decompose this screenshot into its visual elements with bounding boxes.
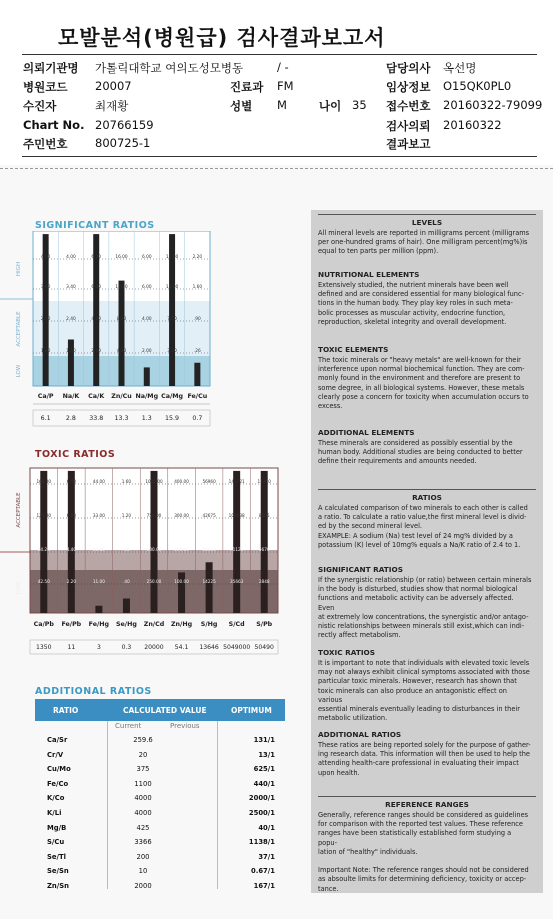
significant-ratios-chart xyxy=(0,231,300,431)
zone-label: HIGH xyxy=(16,261,22,277)
tick-label: 4.00 xyxy=(40,255,51,260)
tick-label: 35663 xyxy=(230,579,244,584)
info-section-heading: NUTRITIONAL ELEMENTS xyxy=(318,270,420,279)
info-section-text: A calculated comparison of two minerals to each other is called a ratio. To calculate a ratio value,the first mineral level is divid- ed by the second mineral level. EXAMPLE: A sodium (Na) test level of 24 mg% divided by a potassium (K) level of 10mg% equals a Na/K ratio of 2.4 to 1. xyxy=(318,504,528,549)
zone-label: ACCEPTABLE xyxy=(16,492,22,528)
field-value: 최재황 xyxy=(95,99,129,113)
tick-label: 400.00 xyxy=(174,479,189,484)
zone-label: LOW xyxy=(16,581,22,595)
value-label: 13646 xyxy=(199,644,219,651)
info-section-heading: ADDITIONAL ELEMENTS xyxy=(318,428,415,437)
age-label: 나이 xyxy=(319,99,342,113)
tick-label: 100.00 xyxy=(174,579,189,584)
ratio-cell: Se/Tl xyxy=(47,852,66,861)
field-value: 옥선명 xyxy=(443,61,477,75)
current-value-cell: 3366 xyxy=(134,838,152,847)
field-value: 20766159 xyxy=(95,118,154,132)
value-label: 0.3 xyxy=(121,644,132,651)
tick-label: 4.00 xyxy=(141,317,152,322)
calculated-header: CALCULATED VALUE xyxy=(123,706,207,715)
category-label: Na/Mg xyxy=(135,393,159,400)
value-label: 0.7 xyxy=(192,415,203,422)
tick-label: 15.00 xyxy=(165,255,179,260)
info-section-heading: LEVELS xyxy=(411,218,443,227)
value-label: 15.9 xyxy=(165,415,180,422)
optimum-cell: 2000/1 xyxy=(248,794,275,803)
current-value-cell: 10 xyxy=(138,867,148,876)
table-header xyxy=(35,699,285,721)
tick-label: 3.60 xyxy=(167,349,177,354)
tick-label: 28453 xyxy=(202,547,216,552)
ratio-cell: Cr/V xyxy=(47,750,64,759)
tick-label: 7.50 xyxy=(167,317,177,322)
value-label: 13.3 xyxy=(114,415,129,422)
tick-label: 8505 xyxy=(258,513,270,518)
tick-label: 6.30 xyxy=(91,285,102,290)
value-label: 5049000 xyxy=(223,644,251,651)
tick-label: 14225 xyxy=(202,579,216,584)
info-section-heading: REFERENCE RANGES xyxy=(385,800,469,809)
tick-label: 4.40 xyxy=(66,547,76,552)
info-section-text: These ratios are being reported solely for the purpose of gather- ing research data. This information will then be used to help the attending health-care professional in evaluating their impact upon health. xyxy=(318,741,531,777)
info-section-text: If the synergistic relationship (or ratio) between certain minerals in the body is disturbed, studies show that normal biological functions and metabolic activity can be adversely affected. Even at extremely low concentrations, the synergistic and/or antago- nistic relationships between minerals still exist,which can indi- rectly affect metabolism. xyxy=(318,576,532,640)
tick-label: 44.00 xyxy=(92,479,105,484)
ward-value: / - xyxy=(277,60,289,74)
tick-label: 12.00 xyxy=(115,285,128,290)
table-row xyxy=(35,863,285,878)
info-section-rule xyxy=(318,214,536,215)
field-label: 의뢰기관명 xyxy=(23,61,79,75)
field-value: 가톨릭대학교 여의도성모병동 xyxy=(95,61,244,75)
optimum-cell: 37/1 xyxy=(258,852,275,861)
dept-value: FM xyxy=(277,79,294,93)
field-label: 담당의사 xyxy=(386,61,431,75)
bar-s-cd xyxy=(233,471,240,613)
header-rule-bottom xyxy=(22,156,537,157)
info-section-heading: SIGNIFICANT RATIOS xyxy=(318,565,403,574)
optimum-cell: 440/1 xyxy=(253,779,275,788)
report-header xyxy=(0,0,553,165)
field-value: O15QK0PL0 xyxy=(443,79,512,93)
tick-label: 3.60 xyxy=(40,285,51,290)
current-value-cell: 4000 xyxy=(134,809,152,817)
tick-label: 6.00 xyxy=(66,513,76,518)
tick-label: 16.00 xyxy=(115,255,128,260)
tick-label: 1.50 xyxy=(66,349,76,354)
category-label: Se/Hg xyxy=(115,621,137,628)
category-label: Fe/Pb xyxy=(61,621,82,628)
category-label: Ca/Mg xyxy=(161,393,184,400)
additional-ratios-table xyxy=(35,699,285,889)
tick-label: 750.00 xyxy=(146,513,162,518)
info-section-heading: TOXIC RATIOS xyxy=(318,648,376,657)
current-value-cell: 2000 xyxy=(134,882,152,890)
info-section-text: These minerals are considered as possibly essential by the human body. Additional studies are being conducted to better define their requirements and amounts needed. xyxy=(318,439,523,466)
tick-label: 6.00 xyxy=(141,255,152,260)
tick-label: 42675 xyxy=(202,513,216,518)
tick-label: 2.00 xyxy=(141,349,152,354)
ratio-cell: Se/Sn xyxy=(47,867,69,876)
header-rule-top xyxy=(22,54,537,55)
ratio-cell: S/Cu xyxy=(47,838,65,847)
info-section-heading: RATIOS xyxy=(412,493,442,502)
info-section-heading: ADDITIONAL RATIOS xyxy=(318,730,402,739)
info-section-rule xyxy=(318,796,536,797)
tick-label: 42.50 xyxy=(37,579,50,584)
category-label: S/Pb xyxy=(256,621,273,628)
zone-label: ACCEPTABLE xyxy=(16,311,22,347)
page-divider xyxy=(0,168,553,169)
info-section-heading: TOXIC ELEMENTS xyxy=(318,345,389,354)
info-section-text: Extensively studied, the nutrient minerals have been well defined and are considered essential for many biological func- tions in the human body. They play key roles in such meta- bolic processes as muscular activity, endocrine function, reproduction, skeletal integrity and overall development. xyxy=(318,281,524,326)
info-section-text: Generally, reference ranges should be considered as guidelines for comparison with the reported test values. These reference ranges have been statistically established form studying a popu- lation of "healthy" individuals. Important Note: The reference ranges should not be considered as absoulte limits for determining deficiency, toxicity or accep- tance. xyxy=(318,811,529,893)
field-label: 임상정보 xyxy=(386,80,431,94)
tick-label: 6.00 xyxy=(66,479,76,484)
current-value-cell: 1100 xyxy=(134,779,152,788)
table-row xyxy=(35,761,285,776)
tick-label: 120.00 xyxy=(36,513,52,518)
optimum-cell: 0.67/1 xyxy=(251,867,275,876)
tick-label: 500.00 xyxy=(146,547,162,552)
bar-na-mg xyxy=(144,367,150,386)
field-value: 20007 xyxy=(95,79,132,93)
tick-label: 106038 xyxy=(228,513,245,518)
tick-label: 1.60 xyxy=(192,285,203,290)
tick-label: 2.00 xyxy=(91,349,102,354)
tick-label: 2.50 xyxy=(40,317,51,322)
tick-label: 22.00 xyxy=(92,547,105,552)
current-value-cell: 425 xyxy=(136,823,150,832)
tick-label: 6.00 xyxy=(141,285,152,290)
current-value-cell: 4000 xyxy=(134,794,152,803)
value-label: 50490 xyxy=(254,644,274,651)
tick-label: 71126 xyxy=(230,547,244,552)
current-value-cell: 259.6 xyxy=(133,736,153,744)
tick-label: 5670 xyxy=(258,547,270,552)
tick-label: 84.25 xyxy=(37,547,50,552)
tick-label: 11.00 xyxy=(92,579,105,584)
ratio-cell: Mg/B xyxy=(47,823,67,832)
tick-label: 3.40 xyxy=(66,285,76,290)
bar-s-hg xyxy=(206,562,213,613)
tick-label: 4.20 xyxy=(91,317,102,322)
tick-label: 2.40 xyxy=(66,317,76,322)
ratio-cell: Ca/Sr xyxy=(47,736,68,744)
value-label: 1.3 xyxy=(141,415,152,422)
category-label: Zn/Cd xyxy=(143,621,165,628)
zone-label: LOW xyxy=(16,364,22,378)
value-label: 11 xyxy=(67,644,76,651)
optimum-cell: 131/1 xyxy=(253,736,275,744)
optimum-header: OPTIMUM xyxy=(231,706,272,715)
sex-value: M xyxy=(277,98,287,112)
tick-label: 2.20 xyxy=(66,579,76,584)
tick-label: 56960 xyxy=(202,479,216,484)
optimum-cell: 167/1 xyxy=(253,882,275,890)
tick-label: 8.00 xyxy=(116,317,127,322)
sex-label: 성별 xyxy=(230,99,253,113)
info-section-text: All mineral levels are reported in milligrams percent (milligrams per one-hundred grams of hair). One milligram percent(mg%)is equal to ten parts per million (ppm). xyxy=(318,229,530,256)
previous-header: Previous xyxy=(170,722,200,730)
value-label: 2.8 xyxy=(65,415,76,422)
tick-label: 33.00 xyxy=(92,513,105,518)
table-row xyxy=(35,790,285,805)
ratio-cell: K/Li xyxy=(47,809,62,817)
tick-label: 1000.00 xyxy=(145,479,163,484)
field-label: 결과보고 xyxy=(386,137,431,151)
additional-ratios-title: ADDITIONAL RATIOS xyxy=(35,686,152,697)
tick-label: .40 xyxy=(123,579,130,584)
dept-label: 진료과 xyxy=(230,80,264,94)
current-value-cell: 200 xyxy=(136,852,150,861)
current-value-cell: 375 xyxy=(136,765,150,774)
info-section-rule xyxy=(318,489,536,490)
value-label: 1350 xyxy=(36,644,52,651)
tick-label: 4.00 xyxy=(66,255,76,260)
category-label: Zn/Hg xyxy=(170,621,193,628)
tick-label: 250.00 xyxy=(146,579,162,584)
value-label: 6.1 xyxy=(40,415,51,422)
optimum-cell: 2500/1 xyxy=(248,809,275,817)
table-row xyxy=(35,747,285,762)
category-label: Ca/P xyxy=(37,393,54,400)
category-label: Ca/Pb xyxy=(33,621,54,628)
toxic-ratios-chart xyxy=(0,460,300,670)
field-label: Chart No. xyxy=(23,118,85,132)
tick-label: .90 xyxy=(193,317,201,322)
field-label: 검사의뢰 xyxy=(386,119,431,133)
tick-label: 2.20 xyxy=(192,255,203,260)
category-label: Ca/K xyxy=(88,393,105,400)
info-section-text: It is important to note that individuals with elevated toxic levels may not always exhibit clinical symptoms associated with those particular toxic minerals. However, research has shown that toxic minerals can also produce an antagonistic effect on various essential minerals eventually leading to disturbances in their metabolic utilization. xyxy=(318,659,530,723)
field-value: 20160322 xyxy=(443,118,502,132)
bar-fe-hg xyxy=(95,606,102,613)
tick-label: 6.20 xyxy=(91,255,102,260)
category-label: Na/K xyxy=(62,393,80,400)
table-row xyxy=(35,849,285,864)
tick-label: 11340 xyxy=(257,479,271,484)
optimum-cell: 13/1 xyxy=(258,750,275,759)
category-label: Fe/Hg xyxy=(88,621,110,628)
tick-label: .26 xyxy=(193,349,201,354)
category-label: Zn/Cu xyxy=(111,393,132,400)
bar-s-pb xyxy=(258,471,270,613)
field-value: 20160322-79099 xyxy=(443,98,543,112)
bar-zn-cd xyxy=(151,471,158,613)
table-row xyxy=(35,878,285,893)
tick-label: 160.00 xyxy=(36,479,52,484)
ratio-cell: Cu/Mo xyxy=(47,765,71,774)
tick-label: 11.00 xyxy=(165,285,179,290)
optimum-cell: 1138/1 xyxy=(248,838,275,847)
field-label: 주민번호 xyxy=(23,137,68,151)
optimum-cell: 40/1 xyxy=(258,823,275,832)
tick-label: 1.60 xyxy=(121,479,132,484)
toxic-ratios-title: TOXIC RATIOS xyxy=(35,449,116,460)
field-label: 수진자 xyxy=(23,99,57,113)
table-row xyxy=(35,805,285,820)
tick-label: 200.00 xyxy=(174,547,189,552)
tick-label: .80 xyxy=(123,547,130,552)
tick-label: 2848 xyxy=(258,579,270,584)
tick-label: 1.60 xyxy=(40,349,51,354)
report-title: 모발분석(병원급) 검사결과보고서 xyxy=(58,26,386,50)
ratio-cell: K/Co xyxy=(47,794,65,803)
tick-label: 1.20 xyxy=(121,513,132,518)
field-value: 800725-1 xyxy=(95,136,151,150)
age-value: 35 xyxy=(352,98,367,112)
tick-label: 142721 xyxy=(228,479,245,484)
info-section-text: The toxic minerals or "heavy metals" are well-known for their interference upon normal biochemical function. They are com- monly found in the environment and therefore are present to some degree, in all biological systems. However, these metals clearly pose a concern for toxicity when accumulation occurs to excess. xyxy=(318,356,529,411)
table-row xyxy=(35,820,285,835)
significant-ratios-title: SIGNIFICANT RATIOS xyxy=(35,220,155,231)
field-label: 접수번호 xyxy=(386,99,431,113)
bar-fe-pb xyxy=(68,471,75,613)
category-label: Fe/Cu xyxy=(187,393,208,400)
bar-ca-pb xyxy=(40,471,47,613)
field-label: 병원코드 xyxy=(23,80,68,94)
bar-na-k xyxy=(68,340,74,387)
tick-label: 300.00 xyxy=(174,513,189,518)
optimum-cell: 625/1 xyxy=(253,765,275,774)
table-row xyxy=(35,834,285,849)
value-label: 33.8 xyxy=(89,415,104,422)
current-value-cell: 20 xyxy=(138,750,148,759)
ratio-header: RATIO xyxy=(53,706,79,715)
value-label: 3 xyxy=(96,644,101,651)
ratio-cell: Fe/Co xyxy=(47,779,69,788)
ratio-cell: Zn/Sn xyxy=(47,882,69,890)
value-label: 54.1 xyxy=(174,644,189,651)
category-label: S/Hg xyxy=(200,621,218,628)
bar-fe-cu xyxy=(194,363,200,386)
category-label: S/Cd xyxy=(228,621,245,628)
tick-label: 4.00 xyxy=(116,349,127,354)
value-label: 20000 xyxy=(144,644,164,651)
table-row xyxy=(35,776,285,791)
table-row xyxy=(35,732,285,747)
bar-se-hg xyxy=(123,599,130,614)
current-header: Current xyxy=(115,722,142,730)
